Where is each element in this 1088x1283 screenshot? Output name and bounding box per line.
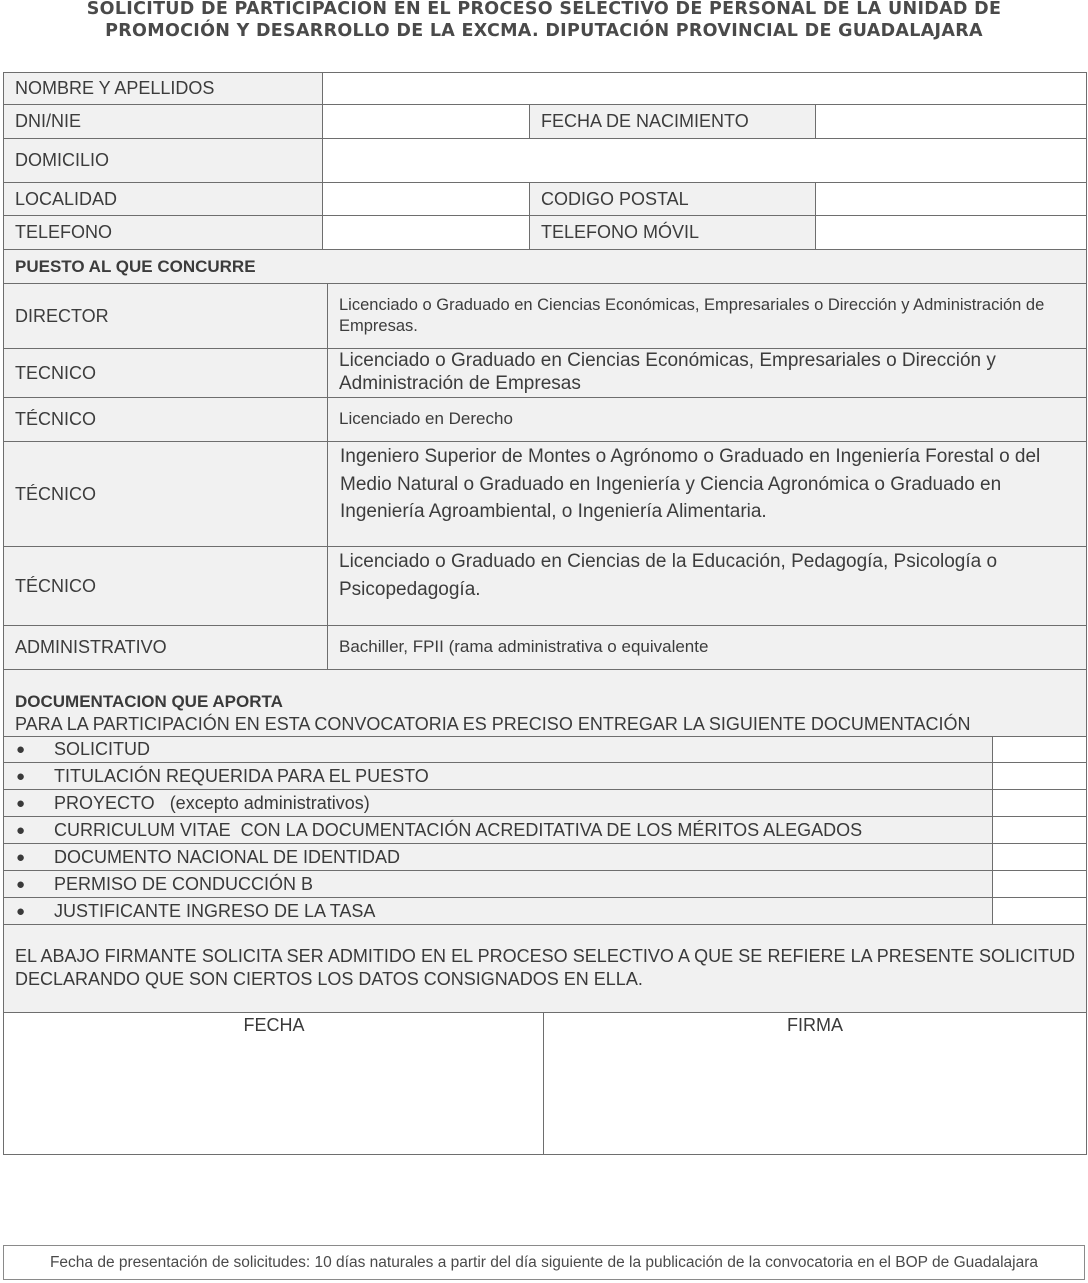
declaracion-text: EL ABAJO FIRMANTE SOLICITA SER ADMITIDO EN EL PROCESO SELECTIVO A QUE SE REFIERE LA PRESENTE SOLICITUD DECLARANDO QUE SON CIERTOS LOS DATOS CONSIGNADOS EN ELLA.: [3, 924, 1087, 1013]
label-localidad: LOCALIDAD: [3, 182, 324, 216]
title-line-2: PROMOCIÓN Y DESARROLLO DE LA EXCMA. DIPUTACIÓN PROVINCIAL DE GUADALAJARA: [105, 21, 983, 41]
doc-item-label: PERMISO DE CONDUCCIÓN B: [54, 873, 314, 894]
label-fecha-nacimiento: FECHA DE NACIMIENTO: [529, 104, 817, 139]
doc-item-label: JUSTIFICANTE INGRESO DE LA TASA: [54, 900, 376, 921]
puesto-tecnico-montes[interactable]: TÉCNICO: [3, 441, 329, 547]
doc-checkbox-titulacion[interactable]: [992, 762, 1087, 790]
doc-item: [3, 789, 994, 817]
fecha-label: FECHA: [243, 1015, 305, 1035]
fecha-signature-cell[interactable]: [3, 1012, 545, 1155]
domicilio-field[interactable]: [322, 138, 1087, 183]
label-telefono: TELEFONO: [3, 215, 324, 250]
codigo-postal-field[interactable]: [815, 182, 1087, 216]
fecha-nacimiento-field[interactable]: [815, 104, 1087, 139]
doc-checkbox-solicitud[interactable]: [992, 736, 1087, 763]
doc-item-label: DOCUMENTO NACIONAL DE IDENTIDAD: [54, 846, 401, 867]
telefono-movil-field[interactable]: [815, 215, 1087, 250]
bullet-icon: ●: [16, 849, 26, 866]
bullet-icon: ●: [16, 768, 26, 785]
title-line-1: SOLICITUD DE PARTICIPACION EN EL PROCESO SELECTIVO DE PERSONAL DE LA UNIDAD DE: [86, 0, 1002, 19]
label-dni: DNI/NIE: [3, 104, 324, 139]
localidad-field[interactable]: [322, 182, 531, 216]
doc-item-label: CURRICULUM VITAE CON LA DOCUMENTACIÓN ACREDITATIVA DE LOS MÉRITOS ALEGADOS: [54, 819, 863, 840]
doc-item: [3, 870, 994, 898]
nombre-field[interactable]: [322, 72, 1087, 105]
label-nombre: NOMBRE Y APELLIDOS: [3, 72, 324, 105]
requisito-director: Licenciado o Graduado en Ciencias Económicas, Empresariales o Dirección y Administración de Empresas.: [327, 283, 1087, 349]
bullet-icon: ●: [16, 795, 26, 812]
requisito-tecnico-derecho: Licenciado en Derecho: [327, 397, 1087, 442]
label-domicilio: DOMICILIO: [3, 138, 324, 183]
doc-item-label: SOLICITUD: [54, 739, 151, 759]
doc-item-label: PROYECTO (excepto administrativos): [54, 792, 370, 813]
doc-checkbox-proyecto[interactable]: [992, 789, 1087, 817]
doc-checkbox-tasa[interactable]: [992, 897, 1087, 925]
bullet-icon: ●: [16, 822, 26, 839]
label-telefono-movil: TELEFONO MÓVIL: [529, 215, 817, 250]
requisito-administrativo: Bachiller, FPII (rama administrativa o equivalente: [327, 625, 1087, 670]
requisito-tecnico-montes: Ingeniero Superior de Montes o Agrónomo o Graduado en Ingeniería Forestal o del Medio Natural o Graduado en Ingeniería y Ciencia Agronómica o Graduado en Ingeniería Agroambiental, o Ingeniería Alimentaria.: [327, 441, 1087, 547]
puesto-administrativo[interactable]: ADMINISTRATIVO: [3, 625, 329, 670]
documentacion-header: DOCUMENTACION QUE APORTA: [15, 692, 283, 711]
firma-label: FIRMA: [787, 1015, 843, 1035]
doc-item: [3, 843, 994, 871]
doc-item-label: TITULACIÓN REQUERIDA PARA EL PUESTO: [54, 765, 429, 786]
telefono-field[interactable]: [322, 215, 531, 250]
doc-item: [3, 736, 994, 763]
firma-signature-cell[interactable]: [543, 1012, 1087, 1155]
footer-note: Fecha de presentación de solicitudes: 10 días naturales a partir del día siguiente de la publicación de la convocatoria en el BOP de Guadalajara: [3, 1245, 1085, 1280]
doc-checkbox-dni[interactable]: [992, 843, 1087, 871]
puesto-header: PUESTO AL QUE CONCURRE: [3, 249, 1087, 284]
puesto-tecnico-derecho[interactable]: TÉCNICO: [3, 397, 329, 442]
puesto-tecnico-economicas[interactable]: TECNICO: [3, 348, 329, 398]
doc-checkbox-permiso[interactable]: [992, 870, 1087, 898]
doc-item: [3, 762, 994, 790]
form-title: [0, 0, 1088, 42]
puesto-director[interactable]: DIRECTOR: [3, 283, 329, 349]
puesto-tecnico-educacion[interactable]: TÉCNICO: [3, 546, 329, 626]
requisito-tecnico-economicas: Licenciado o Graduado en Ciencias Económicas, Empresariales o Dirección y Administración de Empresas: [327, 348, 1087, 398]
dni-field[interactable]: [322, 104, 531, 139]
bullet-icon: ●: [16, 876, 26, 893]
label-codigo-postal: CODIGO POSTAL: [529, 182, 817, 216]
doc-item: [3, 816, 994, 844]
bullet-icon: ●: [16, 741, 26, 758]
doc-item: [3, 897, 994, 925]
bullet-icon: ●: [16, 903, 26, 920]
documentacion-section: [3, 669, 1087, 737]
requisito-tecnico-educacion: Licenciado o Graduado en Ciencias de la Educación, Pedagogía, Psicología o Psicopedagogía.: [327, 546, 1087, 626]
doc-checkbox-curriculum[interactable]: [992, 816, 1087, 844]
documentacion-subheader: PARA LA PARTICIPACIÓN EN ESTA CONVOCATORIA ES PRECISO ENTREGAR LA SIGUIENTE DOCUMENTACIÓN: [15, 714, 971, 734]
